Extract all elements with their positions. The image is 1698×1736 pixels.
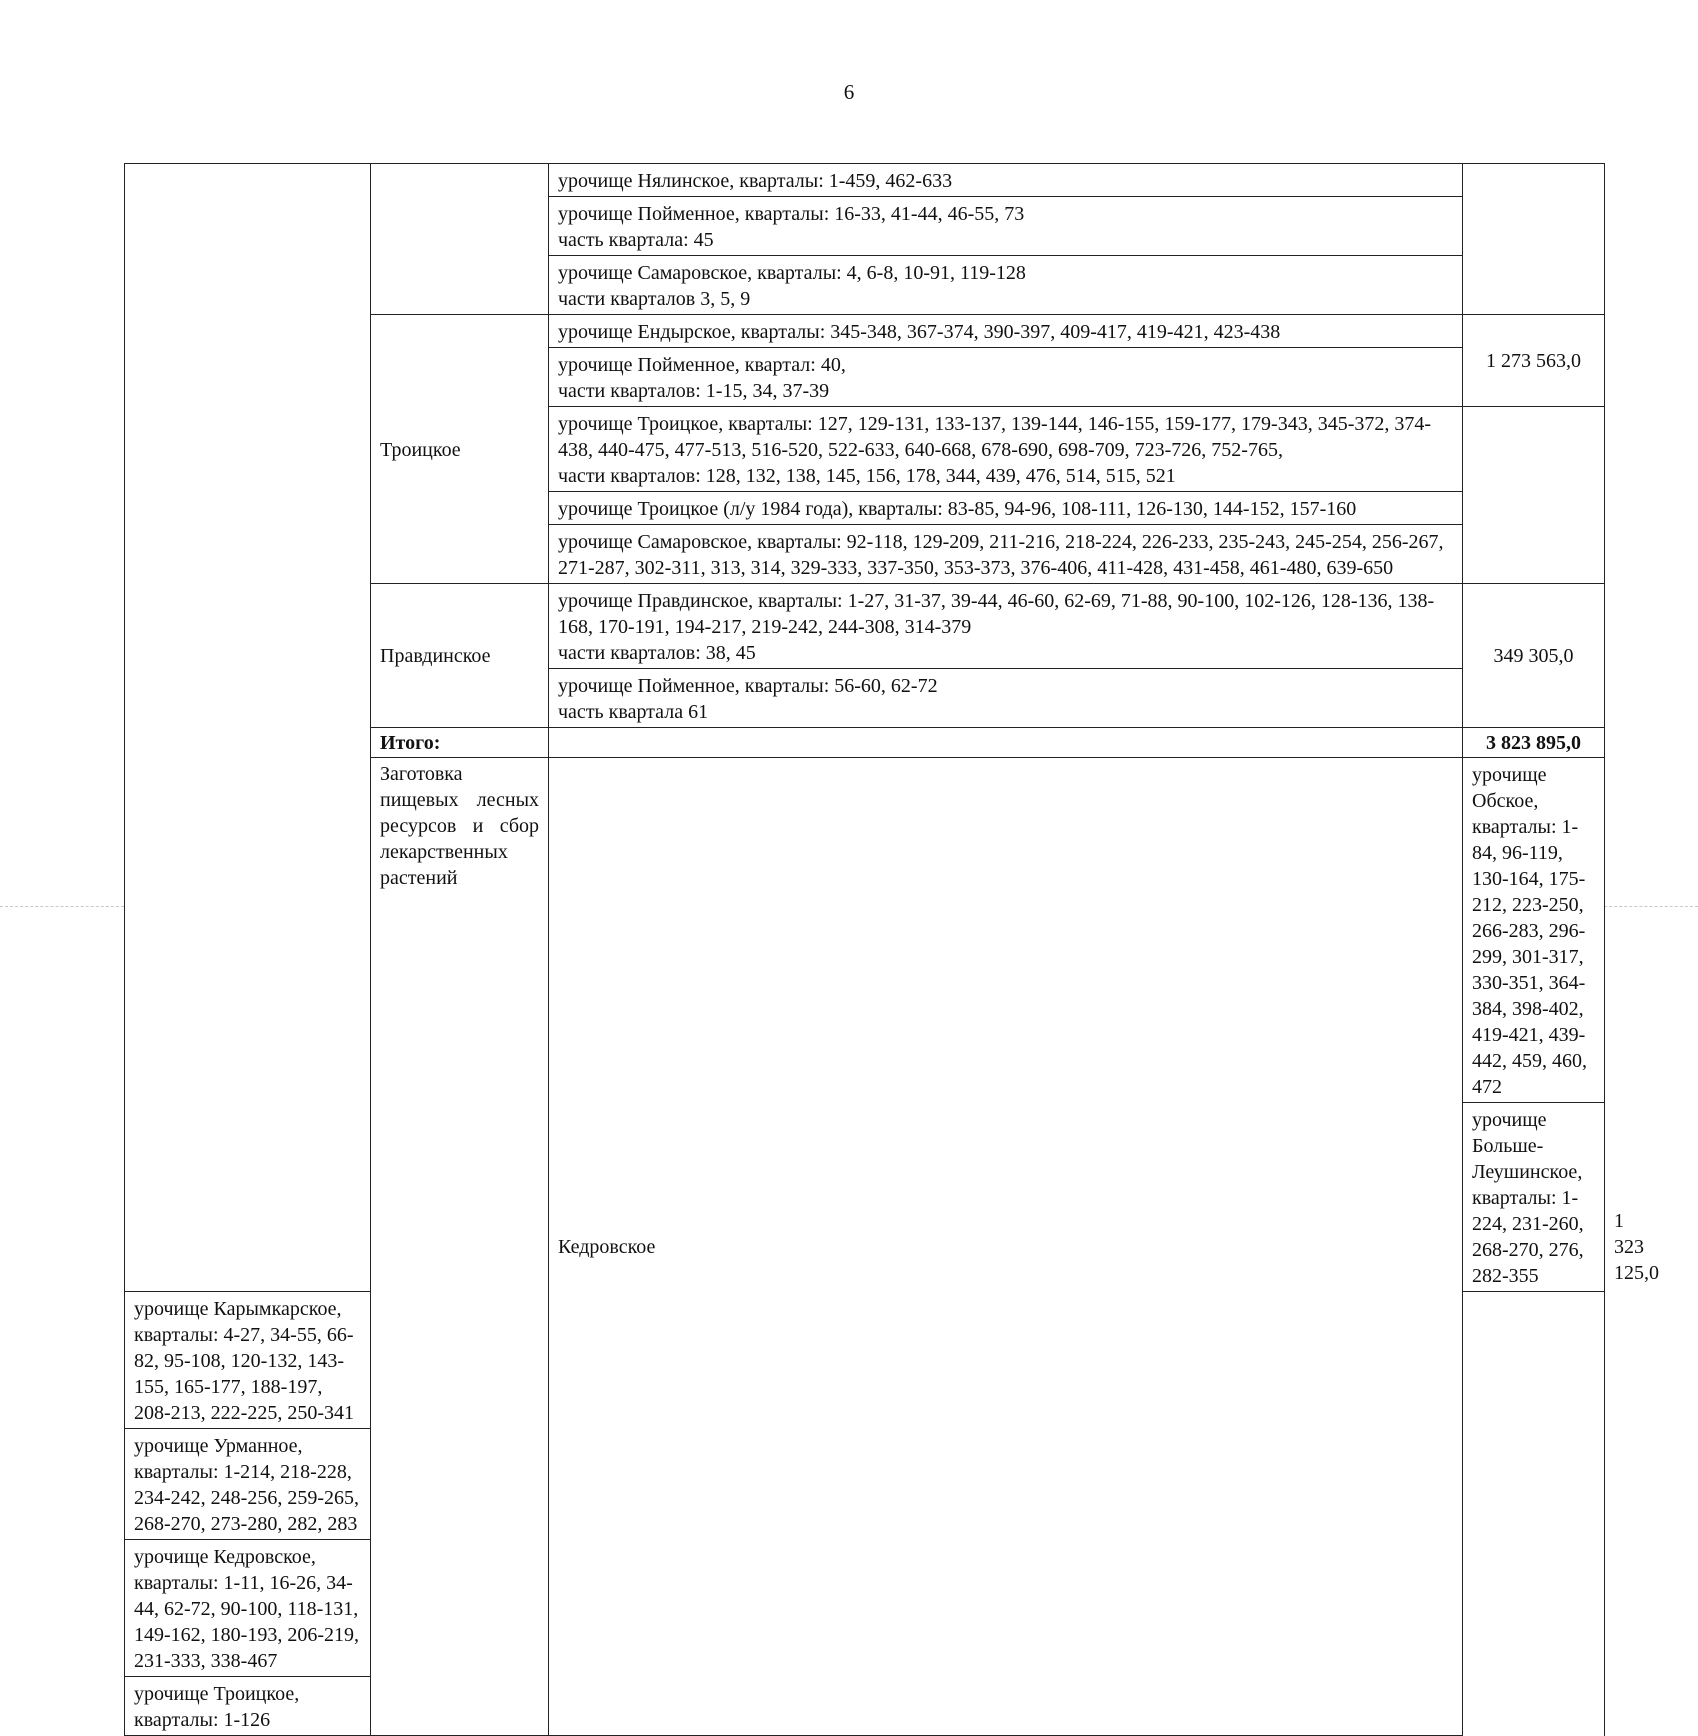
forestry-name-pravdinskoe: Правдинское [371,584,549,728]
tract-line: урочище Пойменное, кварталы: 56-60, 62-72 [558,675,938,697]
tract-cell [549,256,1463,315]
tract-line: урочище Карымкарское, кварталы: 4-27, 34-55, 66-82, 95-108, 120-132, 143-155, 165-177, 188-197, 208-213, 222-225, 250-341 [134,1298,354,1424]
tract-cell [125,1292,371,1429]
purpose-cell [371,758,549,1736]
tract-cell [1463,758,1605,1103]
tract-cell [549,197,1463,256]
tract-cell [125,1429,371,1540]
forestry-name-kedrovskoe: Кедровское [549,758,1463,1736]
page-number: 6 [843,80,855,104]
tract-line: урочище Больше-Леушинское, кварталы: 1-224, 231-260, 268-270, 276, 282-355 [1472,1109,1584,1287]
tract-cell [125,1540,371,1677]
tract-cell [125,1677,371,1736]
tract-line: части кварталов: 1-15, 34, 37-39 [558,380,830,402]
tract-cell [549,492,1463,525]
tract-cell [549,164,1463,197]
tract-line: части кварталов 3, 5, 9 [558,288,751,310]
tract-cell [549,584,1463,669]
scan-artifact-line [0,906,124,907]
forestry-cell-empty [371,164,549,315]
tract-line: урочище Обское, кварталы: 1-84, 96-119, 130-164, 175-212, 223-250, 266-283, 296-299, 301-317, 330-351, 364-384, 398-402, 419-421, 439-442, 459, 460, 472 [1472,764,1587,1098]
tract-cell [549,669,1463,728]
area-cell-empty [1463,164,1605,315]
total-empty-cell [549,728,1463,758]
tract-line: часть квартала: 45 [558,229,714,251]
tract-line: урочище Пойменное, кварталы: 16-33, 41-44, 46-55, 73 [558,203,1025,225]
area-cell-empty [1463,407,1605,584]
tract-cell [549,348,1463,407]
forest-areas-table [124,163,1659,1736]
table-row [125,164,1605,197]
tract-line: урочище Правдинское, кварталы: 1-27, 31-37, 39-44, 46-60, 62-69, 71-88, 90-100, 102-126, 128-136, 138-168, 170-191, 194-217, 219-242, 244-308, 314-379 [558,590,1435,638]
tract-line: урочище Троицкое, кварталы: 1-126 [134,1683,300,1731]
tract-line: урочище Троицкое (л/у 1984 года), кварталы: 83-85, 94-96, 108-111, 126-130, 144-152, 157-160 [558,498,1357,520]
tract-line: урочище Кедровское, кварталы: 1-11, 16-26, 34-44, 62-72, 90-100, 118-131, 149-162, 180-193, 206-219, 231-333, 338-467 [134,1546,359,1672]
tract-line: части кварталов: 128, 132, 138, 145, 156, 178, 344, 439, 476, 514, 515, 521 [558,465,1176,487]
tract-line: урочище Пойменное, квартал: 40, [558,354,846,376]
purpose-cell-empty [125,164,371,1292]
area-value-pravdinskoe: 349 305,0 [1463,584,1605,728]
tract-line: урочище Самаровское, кварталы: 4, 6-8, 10-91, 119-128 [558,262,1026,284]
tract-line: части кварталов: 38, 45 [558,642,756,664]
tract-line: урочище Нялинское, кварталы: 1-459, 462-633 [558,170,953,192]
tract-line: урочище Ендырское, кварталы: 345-348, 367-374, 390-397, 409-417, 419-421, 423-438 [558,321,1281,343]
tract-cell [549,315,1463,348]
tract-cell [549,525,1463,584]
total-label: Итого: [371,728,549,758]
table-row: Заготовка пищевых лесных ресурсов и сбор лекарственных растений Кедровское урочище Обское, кварталы: 1-84, 96-119, 130-164, 175-212, 223-250, 266-283, 296-299, 301-317, 330-351, 364-384, 398-402, 419-421, 439-442, 459, 460, 472 1 323 125,0 [125,758,1605,1103]
total-value: 3 823 895,0 [1463,728,1605,758]
tract-line: урочище Урманное, кварталы: 1-214, 218-228, 234-242, 248-256, 259-265, 268-270, 273-280, 282, 283 [134,1435,359,1535]
tract-cell [1463,1103,1605,1292]
tract-cell [549,407,1463,492]
scan-artifact-line [1604,906,1698,907]
tract-line: урочище Самаровское, кварталы: 92-118, 129-209, 211-216, 218-224, 226-233, 235-243, 245-254, 256-267, 271-287, 302-311, 313, 314, 329-333, 337-350, 353-373, 376-406, 411-428, 431-458, 461-480, 639-650 [558,531,1444,579]
purpose-text: Заготовка пищевых лесных ресурсов и сбор лекарственных растений [380,763,539,889]
area-value-troitskoe: 1 273 563,0 [1463,315,1605,407]
tract-line: урочище Троицкое, кварталы: 127, 129-131, 133-137, 139-144, 146-155, 159-177, 179-343, 345-372, 374-438, 440-475, 477-513, 516-520, 522-633, 640-668, 678-690, 698-709, 723-726, 752-765, [558,413,1432,461]
tract-line: часть квартала 61 [558,701,709,723]
forestry-name-troitskoe: Троицкое [371,315,549,584]
